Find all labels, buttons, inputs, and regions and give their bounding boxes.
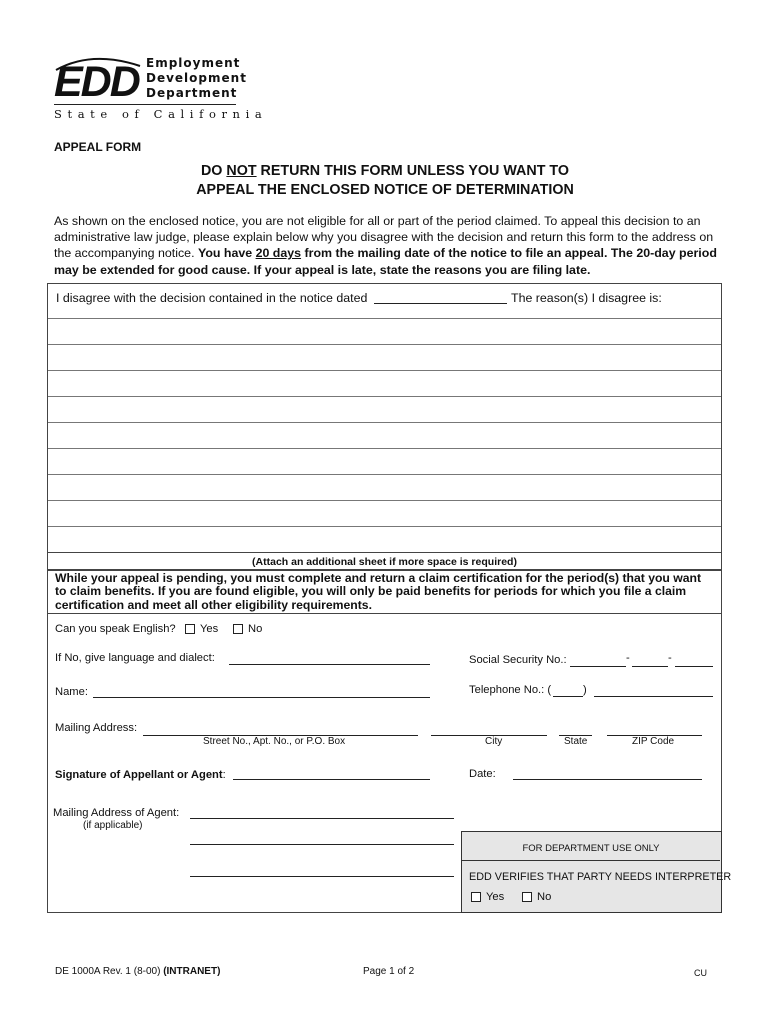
edd-logo: [54, 56, 268, 122]
dept-rule: [462, 860, 720, 861]
reason-line[interactable]: [48, 422, 721, 423]
pending-notice: While your appeal is pending, you must complete and return a claim certification for the period(s) that you want to claim benefits. If you are found eligible, you will only be paid benefits for periods for which you file a claim certification and meet all other eligibility requirements.: [55, 571, 702, 612]
reason-line[interactable]: [48, 370, 721, 371]
mailing-address-label: Mailing Address:: [55, 722, 138, 734]
department-use-box: [461, 831, 732, 913]
form-title: APPEAL FORM: [54, 140, 142, 154]
ssn-label: Social Security No.:: [469, 654, 567, 666]
language-field[interactable]: [229, 664, 430, 665]
ssn-field-1[interactable]: [570, 666, 626, 667]
zip-caption: ZIP Code: [632, 736, 675, 747]
disagree-label: I disagree with the decision contained in the notice dated: [56, 291, 368, 305]
agent-address-field-3[interactable]: [190, 876, 454, 877]
headline-emphasis: NOT: [226, 163, 257, 179]
reason-line[interactable]: [48, 318, 721, 319]
signature-field[interactable]: [233, 779, 430, 780]
ssn-dash: -: [626, 652, 630, 664]
logo-rule: [54, 104, 236, 105]
city-caption: City: [485, 736, 503, 747]
headline-line-2: APPEAL THE ENCLOSED NOTICE OF DETERMINATION: [196, 182, 574, 198]
reason-line[interactable]: [48, 526, 721, 527]
page-number: Page 1 of 2: [363, 966, 415, 977]
language-label: If No, give language and dialect:: [55, 652, 215, 664]
street-caption: Street No., Apt. No., or P.O. Box: [203, 736, 346, 747]
form-number: [55, 966, 220, 977]
telephone-close: ): [583, 684, 587, 696]
interpreter-yes-label: Yes: [486, 891, 505, 903]
logo-line-department: Department: [146, 86, 238, 100]
reason-line[interactable]: [48, 396, 721, 397]
intranet-label: (INTRANET): [163, 966, 221, 977]
ssn-dash: -: [668, 652, 672, 664]
intro-bold-days: 20 days: [255, 246, 302, 261]
applicant-info-box: [47, 570, 732, 913]
reason-header: [56, 291, 367, 305]
intro-paragraph: [54, 213, 724, 278]
name-label: Name:: [55, 686, 88, 698]
reason-line[interactable]: [48, 448, 721, 449]
signature-colon: :: [222, 769, 226, 781]
logo-abbr: EDD: [54, 58, 139, 106]
dept-use-title: FOR DEPARTMENT USE ONLY: [522, 843, 660, 854]
signature-text: Signature of Appellant or Agent: [55, 769, 223, 781]
headline-line-1: [0, 163, 770, 179]
logo-line-employment: Employment: [146, 56, 241, 70]
form-number-text: DE 1000A Rev. 1 (8-00): [55, 966, 164, 977]
speak-english-label: Can you speak English?: [55, 623, 176, 635]
interpreter-no-label: No: [537, 891, 552, 903]
intro-bold-pre: You have: [197, 246, 256, 261]
agent-address-label: Mailing Address of Agent:: [53, 807, 180, 819]
reasons-label: The reason(s) I disagree is:: [511, 291, 662, 305]
headline-pre: DO: [200, 163, 227, 179]
intro-plain: As shown on the enclosed notice, you are not eligible for all or part of the period claimed. To appeal this decision to an administrative law judge, please explain below why you disagree with the decision and return this form to the address on the accompanying notice.: [54, 214, 714, 261]
english-no-checkbox[interactable]: [233, 624, 243, 634]
english-no-label: No: [248, 623, 263, 635]
logo-state: State of California: [54, 107, 268, 121]
telephone-label: Telephone No.: (: [469, 684, 552, 696]
interpreter-no-checkbox[interactable]: [522, 892, 532, 902]
signature-label: [55, 769, 226, 781]
reason-box: [47, 283, 722, 570]
reason-line[interactable]: [48, 552, 721, 553]
intro-bold-post: from the mailing date of the notice to file an appeal. The 20-day period may be extended for good cause. If your appeal is late, state the reasons you are filing late.: [54, 246, 717, 277]
reason-line[interactable]: [48, 344, 721, 345]
ssn-field-2[interactable]: [632, 666, 668, 667]
notice-date-field[interactable]: [374, 303, 507, 304]
area-code-field[interactable]: [553, 696, 583, 697]
interpreter-label: EDD VERIFIES THAT PARTY NEEDS INTERPRETER: [469, 871, 732, 883]
english-yes-label: Yes: [200, 623, 219, 635]
interpreter-yes-checkbox[interactable]: [471, 892, 481, 902]
agent-address-field-1[interactable]: [190, 818, 454, 819]
date-field[interactable]: [513, 779, 702, 780]
name-field[interactable]: [93, 697, 430, 698]
date-label: Date:: [469, 768, 496, 780]
english-yes-checkbox[interactable]: [185, 624, 195, 634]
agent-address-field-2[interactable]: [190, 844, 454, 845]
pending-rule: [48, 613, 721, 614]
reason-line[interactable]: [48, 474, 721, 475]
logo-line-development: Development: [146, 71, 247, 85]
state-caption: State: [564, 736, 588, 747]
footer-code: CU: [694, 968, 707, 978]
attach-note: (Attach an additional sheet if more space is required): [252, 556, 517, 568]
agent-caption: (if applicable): [83, 820, 143, 831]
reason-line[interactable]: [48, 500, 721, 501]
ssn-field-3[interactable]: [675, 666, 713, 667]
telephone-field[interactable]: [594, 696, 713, 697]
headline-post: RETURN THIS FORM UNLESS YOU WANT TO: [256, 163, 570, 179]
